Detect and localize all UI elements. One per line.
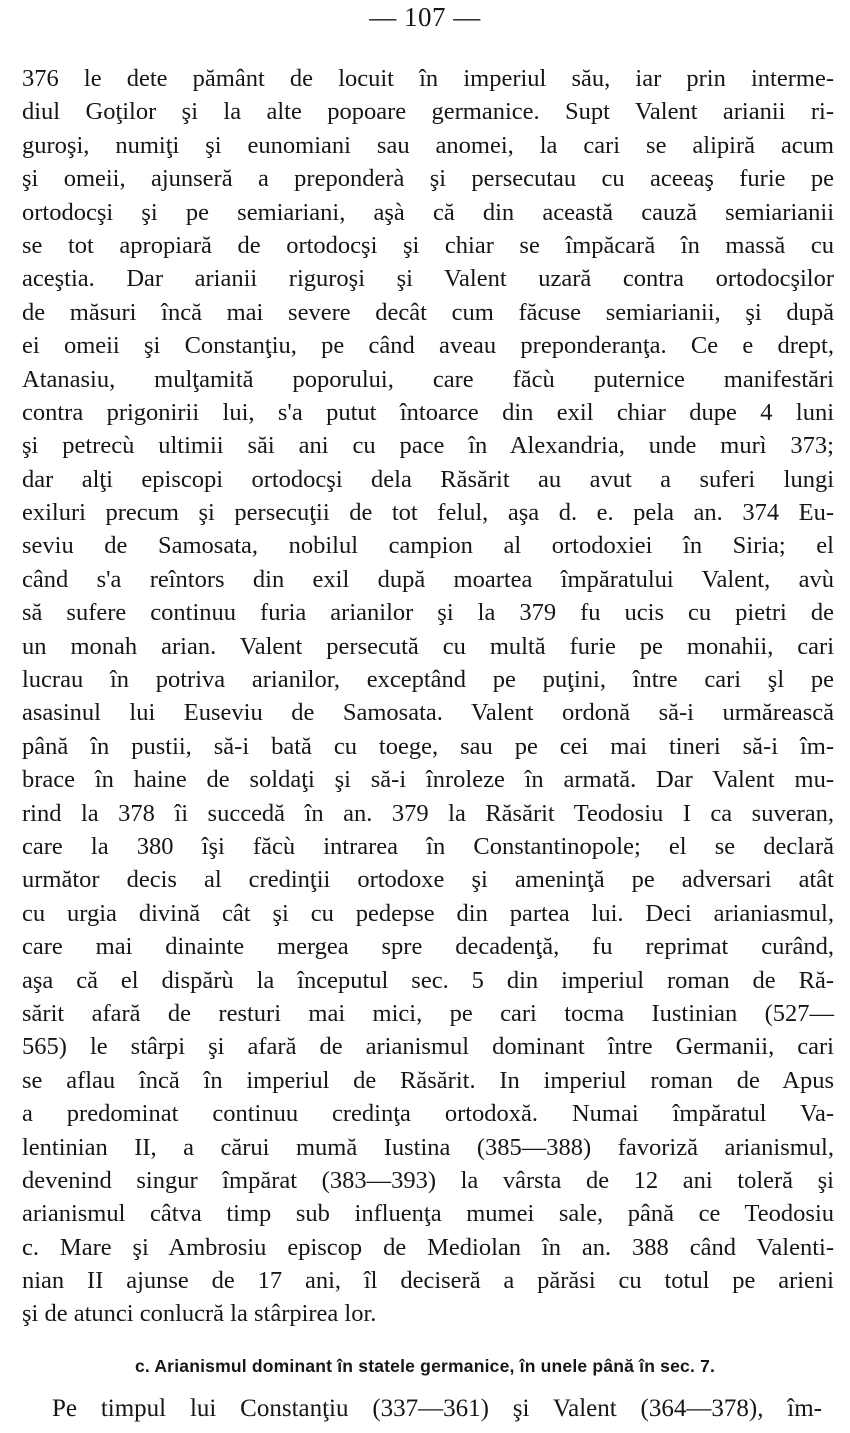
text-line: aceştia. Dar arianii riguroşi şi Valent uzară contra ortodocşilor xyxy=(22,265,834,293)
text-line: brace în haine de soldaţi şi să-i înroleze în armată. Dar Valent mu- xyxy=(22,766,834,794)
text-line: c. Mare şi Ambrosiu episcop de Mediolan în an. 388 când Valenti- xyxy=(22,1233,834,1261)
text-line: diul Goţilor şi la alte popoare germanice. Supt Valent arianii ri- xyxy=(22,98,834,126)
text-line: un monah arian. Valent persecută cu multă furie pe monahii, cari xyxy=(22,632,834,660)
body-text xyxy=(22,62,834,1331)
text-line: exiluri precum şi persecuţii de tot felul, aşa d. e. pela an. 374 Eu- xyxy=(22,499,834,527)
text-line: lucrau în potriva arianilor, exceptând pe puţini, între cari şl pe xyxy=(22,666,834,694)
text-line: se tot apropiară de ortodocşi şi chiar se împăcară în massă cu xyxy=(22,231,834,259)
text-line: se aflau încă în imperiul de Răsărit. In imperiul roman de Apus xyxy=(22,1066,834,1094)
text-line: contra prigonirii lui, s'a putut întoarce din exil chiar dupe 4 luni xyxy=(22,398,834,426)
text-line: şi omeii, ajunseră a preponderà şi persecutau cu aceeaş furie pe xyxy=(22,165,834,193)
section-first-line: Pe timpul lui Constanţiu (337—361) şi Valent (364—378), îm- xyxy=(52,1395,822,1422)
text-line: 376 le dete pământ de locuit în imperiul său, iar prin interme- xyxy=(22,65,834,92)
text-line: de măsuri încă mai severe decât cum făcuse semiarianii, şi după xyxy=(22,298,834,326)
text-line: 565) le stârpi şi afară de arianismul dominant între Germanii, cari xyxy=(22,1033,834,1061)
text-line: care la 380 îşi făcù intrarea în Constantinopole; el se declară xyxy=(22,832,834,860)
text-line: şi petrecù ultimii săi ani cu pace în Alexandria, unde murì 373; xyxy=(22,432,834,460)
text-line: seviu de Samosata, nobilul campion al ortodoxiei în Siria; el xyxy=(22,532,834,560)
section-heading: c. Arianismul dominant în statele germanice, în unele până în sec. 7. xyxy=(134,1356,716,1376)
text-line: să sufere continuu furia arianilor şi la 379 fu ucis cu pietri de xyxy=(22,599,834,627)
text-line: devenind singur împărat (383—393) la vârsta de 12 ani toleră şi xyxy=(22,1166,834,1194)
text-line: dar alţi episcopi ortodocşi dela Răsărit au avut a suferi lungi xyxy=(22,465,834,493)
text-line: ortodocşi şi pe semiariani, aşà că din această cauză semiarianii xyxy=(22,198,834,226)
text-line: guroşi, numiţi şi eunomiani sau anomei, la cari se alipiră acum xyxy=(22,131,834,159)
text-line: următor decis al credinţii ortodoxe şi ameninţă pe adversari atât xyxy=(22,866,834,894)
page-number: — 107 — xyxy=(369,2,481,32)
text-line: când s'a reîntors din exil după moartea împăratului Valent, avù xyxy=(22,565,834,593)
text-line: cu urgia divină cât şi cu pedepse din partea lui. Deci arianiasmul, xyxy=(22,899,834,927)
text-line: rind la 378 îi succedă în an. 379 la Răsărit Teodosiu I ca suveran, xyxy=(22,799,834,827)
text-line: care mai dinainte mergea spre decadenţă, fu reprimat curând, xyxy=(22,933,834,961)
text-line: aşa că el dispărù la începutul sec. 5 din imperiul roman de Ră- xyxy=(22,966,834,994)
text-line: a predominat continuu credinţa ortodoxă. Numai împăratul Va- xyxy=(22,1100,834,1128)
text-line: ei omeii şi Constanţiu, pe când aveau preponderanţa. Ce e drept, xyxy=(22,332,834,360)
text-line: arianismul câtva timp sub influenţa mumei sale, până ce Teodosiu xyxy=(22,1200,834,1228)
text-line: Atanasiu, mulţamită poporului, care făcù puternice manifestări xyxy=(22,365,834,393)
text-line: lentinian II, a cărui mumă Iustina (385—388) favoriză arianismul, xyxy=(22,1133,834,1161)
text-line: până în pustii, să-i bată cu toege, sau pe cei mai tineri să-i îm- xyxy=(22,732,834,760)
text-line: nian II ajunse de 17 ani, îl deciseră a părăsi cu totul pe arieni xyxy=(22,1267,834,1295)
text-line: sărit afară de resturi mai mici, pe cari tocma Iustinian (527— xyxy=(22,999,834,1027)
text-line: asasinul lui Euseviu de Samosata. Valent ordonă să-i urmărească xyxy=(22,699,834,727)
text-line-last: şi de atunci conlucră la stârpirea lor. xyxy=(22,1300,377,1328)
